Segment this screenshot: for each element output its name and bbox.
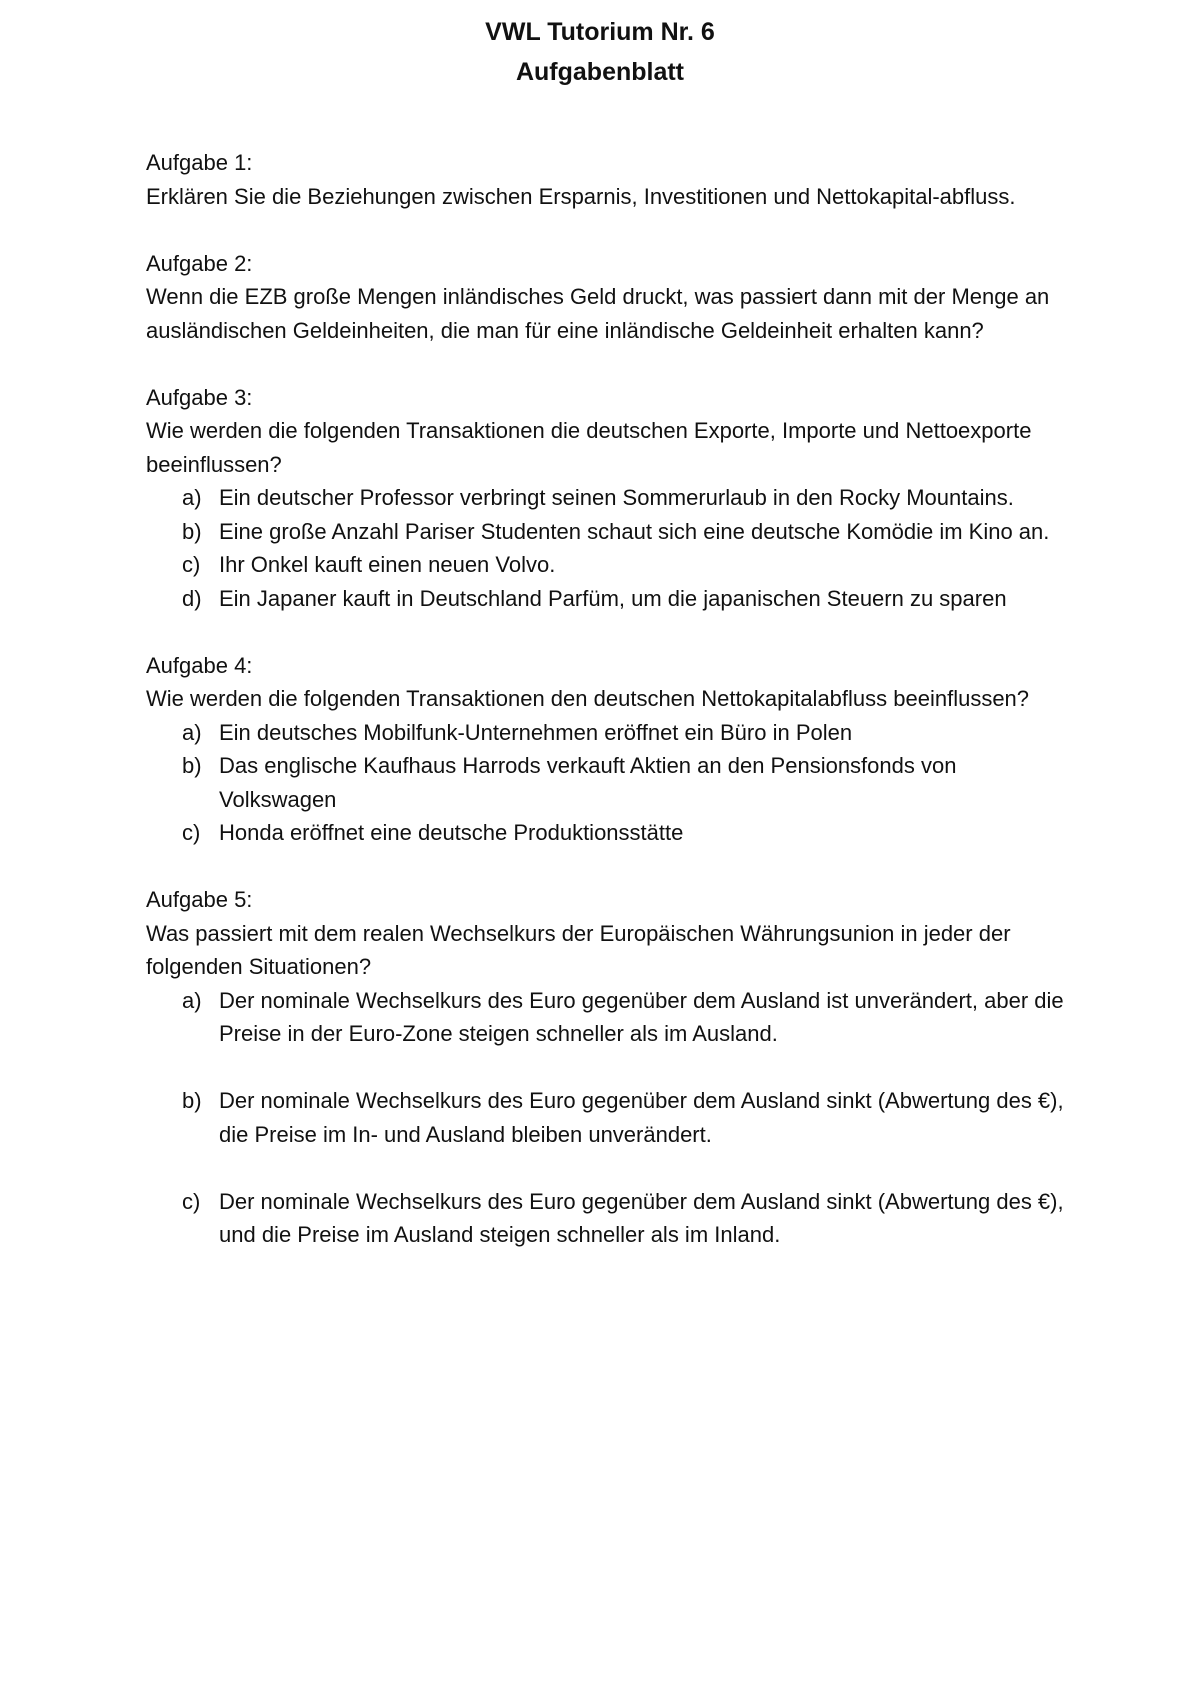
subtask-text: Der nominale Wechselkurs des Euro gegenüber dem Ausland sinkt (Abwertung des €), die Preise im In- und Ausland bleiben unverändert.	[219, 1088, 1064, 1147]
subtask-marker: c)	[182, 820, 201, 845]
subtask-marker: c)	[182, 1188, 201, 1214]
task-5	[146, 883, 1076, 1252]
subtask-item	[146, 515, 1076, 549]
subtask-item	[146, 548, 1076, 582]
subtask-item	[146, 582, 1076, 616]
subtask-text: Ein deutscher Professor verbringt seinen Sommerurlaub in den Rocky Mountains.	[219, 485, 1014, 510]
subtask-text: Ein Japaner kauft in Deutschland Parfüm, um die japanischen Steuern zu sparen	[219, 585, 1007, 611]
subtask-item	[146, 749, 1076, 816]
subtask-marker: a)	[182, 987, 202, 1013]
subtask-marker: a)	[182, 485, 202, 510]
subtask-marker: b)	[182, 1088, 202, 1113]
subtask-text: Der nominale Wechselkurs des Euro gegenüber dem Ausland sinkt (Abwertung des €), und die Preise im Ausland steigen schneller als im Inland.	[219, 1188, 1064, 1247]
subtask-item	[146, 816, 1076, 850]
task-title: Aufgabe 1:	[146, 150, 253, 175]
subtask-item	[146, 1084, 1076, 1151]
subtask-text: Der nominale Wechselkurs des Euro gegenüber dem Ausland ist unverändert, aber die Preise in der Euro-Zone steigen schneller als im Ausland.	[219, 987, 1064, 1046]
document-subtitle: Aufgabenblatt	[515, 58, 685, 86]
task-text: Wenn die EZB große Mengen inländisches Geld druckt, was passiert dann mit der Menge an ausländischen Geldeinheiten, die man für eine inländische Geldeinheit erhalten kann?	[146, 284, 1050, 343]
task-text: Erklären Sie die Beziehungen zwischen Ersparnis, Investitionen und Nettokapital-abfluss.	[146, 183, 1016, 209]
subtask-text: Eine große Anzahl Pariser Studenten schaut sich eine deutsche Komödie im Kino an.	[219, 518, 1050, 544]
subtask-list	[146, 716, 1076, 850]
subtask-list	[146, 984, 1076, 1252]
subtask-marker: d)	[182, 585, 202, 611]
subtask-text: Ihr Onkel kauft einen neuen Volvo.	[219, 552, 556, 577]
task-1	[146, 146, 1076, 213]
task-text: Wie werden die folgenden Transaktionen die deutschen Exporte, Importe und Nettoexporte beeinflussen?	[146, 418, 1032, 477]
subtask-marker: c)	[182, 552, 201, 577]
subtask-text: Das englische Kaufhaus Harrods verkauft Aktien an den Pensionsfonds von Volkswagen	[219, 753, 957, 812]
task-title: Aufgabe 5:	[146, 887, 253, 912]
subtask-marker: a)	[182, 719, 202, 745]
subtask-item	[146, 481, 1076, 515]
task-title: Aufgabe 2:	[146, 250, 253, 276]
subtask-item	[146, 1185, 1076, 1252]
task-text: Wie werden die folgenden Transaktionen den deutschen Nettokapitalabfluss beeinflussen?	[146, 686, 1030, 711]
subtask-text: Honda eröffnet eine deutsche Produktionsstätte	[219, 820, 684, 845]
subtask-marker: b)	[182, 753, 202, 778]
task-3	[146, 381, 1076, 616]
task-text: Was passiert mit dem realen Wechselkurs der Europäischen Währungsunion in jeder der folgenden Situationen?	[146, 920, 1011, 979]
subtask-list	[146, 481, 1076, 615]
subtask-marker: b)	[182, 518, 202, 544]
task-title: Aufgabe 4:	[146, 652, 253, 678]
task-4	[146, 649, 1076, 850]
task-list	[146, 146, 1076, 1285]
task-2	[146, 247, 1076, 348]
subtask-text: Ein deutsches Mobilfunk-Unternehmen eröffnet ein Büro in Polen	[219, 719, 853, 745]
subtask-item	[146, 716, 1076, 750]
document-title: VWL Tutorium Nr. 6	[485, 18, 715, 46]
subtask-item	[146, 984, 1076, 1051]
task-title: Aufgabe 3:	[146, 384, 253, 410]
document-header	[0, 12, 1200, 92]
